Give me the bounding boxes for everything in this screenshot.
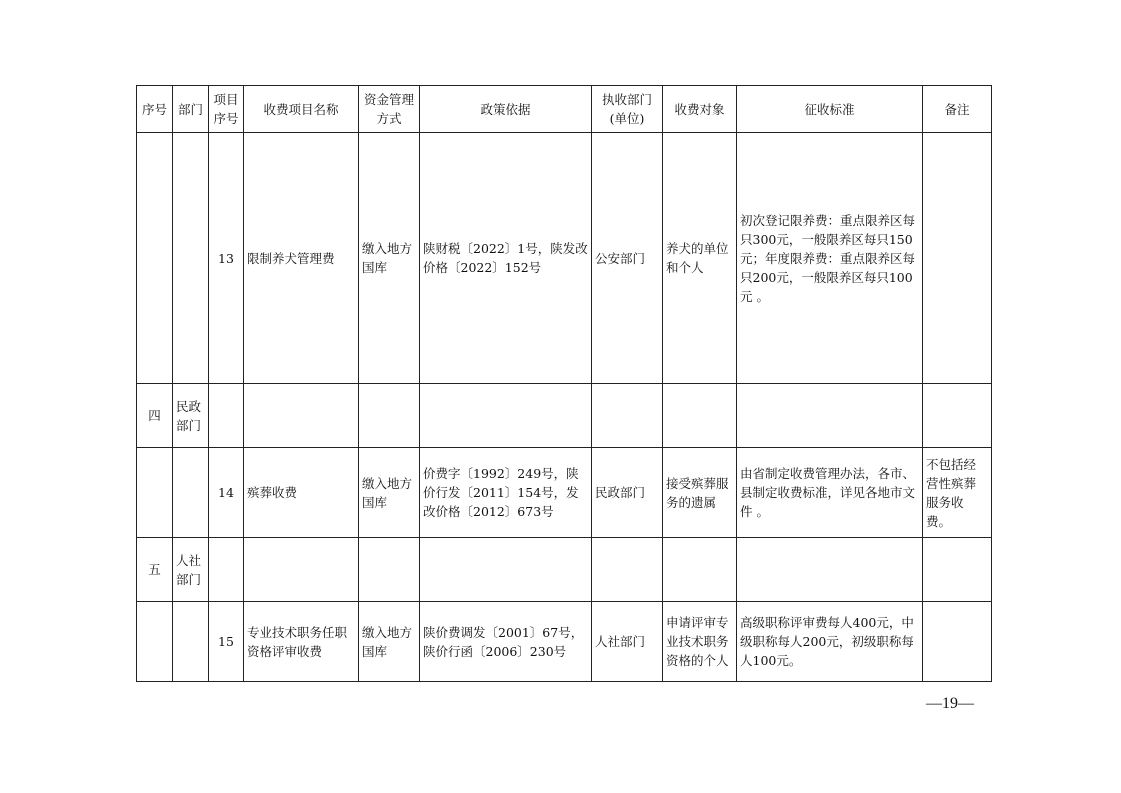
section-row-human-resources: [137, 538, 992, 602]
cell-target: 养犬的单位和个人: [663, 133, 737, 384]
cell-remark: [923, 602, 992, 682]
table-row: [137, 602, 992, 682]
table-header-row: [137, 86, 992, 133]
cell-collector: 民政部门: [592, 448, 663, 538]
fee-table: [136, 85, 992, 682]
cell-fund-mgmt: 缴入地方国库: [359, 448, 420, 538]
cell-standard: 由省制定收费管理办法，各市、县制定收费标准，详见各地市文件 。: [737, 448, 923, 538]
table-row: [137, 133, 992, 384]
cell-fund-mgmt: 缴入地方国库: [359, 602, 420, 682]
cell-dept: [173, 133, 209, 384]
header-standard: 征收标准: [737, 86, 923, 133]
cell-target: 申请评审专业技术职务资格的个人: [663, 602, 737, 682]
cell-policy: 价费字〔1992〕249号，陕价行发〔2011〕154号，发改价格〔2012〕673号: [420, 448, 592, 538]
cell-target: 接受殡葬服务的遗属: [663, 448, 737, 538]
cell-seq: 四: [137, 384, 173, 448]
cell-name: 专业技术职务任职资格评审收费: [244, 602, 359, 682]
cell-collector: 人社部门: [592, 602, 663, 682]
cell-remark: [923, 133, 992, 384]
cell-item-no: 13: [209, 133, 244, 384]
header-policy: 政策依据: [420, 86, 592, 133]
cell-item-no: 14: [209, 448, 244, 538]
cell-seq: 五: [137, 538, 173, 602]
header-item-no: 项目序号: [209, 86, 244, 133]
cell-remark: 不包括经营性殡葬服务收费。: [923, 448, 992, 538]
page-number: —19—: [926, 695, 974, 712]
header-remark: 备注: [923, 86, 992, 133]
header-seq: 序号: [137, 86, 173, 133]
cell-seq: [137, 133, 173, 384]
cell-standard: 高级职称评审费每人400元，中级职称每人200元，初级职称每人100元。: [737, 602, 923, 682]
cell-standard: 初次登记限养费：重点限养区每只300元，一般限养区每只150元；年度限养费：重点限养区每只200元，一般限养区每只100元 。: [737, 133, 923, 384]
header-collector: 执收部门(单位): [592, 86, 663, 133]
section-row-civil-affairs: [137, 384, 992, 448]
cell-name: 限制养犬管理费: [244, 133, 359, 384]
cell-dept: 人社部门: [173, 538, 209, 602]
table-row: [137, 448, 992, 538]
cell-collector: 公安部门: [592, 133, 663, 384]
header-fund-mgmt: 资金管理方式: [359, 86, 420, 133]
cell-fund-mgmt: 缴入地方国库: [359, 133, 420, 384]
header-target: 收费对象: [663, 86, 737, 133]
cell-policy: 陕价费调发〔2001〕67号，陕价行函〔2006〕230号: [420, 602, 592, 682]
cell-name: 殡葬收费: [244, 448, 359, 538]
cell-policy: 陕财税〔2022〕1号，陕发改价格〔2022〕152号: [420, 133, 592, 384]
cell-item-no: 15: [209, 602, 244, 682]
header-dept: 部门: [173, 86, 209, 133]
header-name: 收费项目名称: [244, 86, 359, 133]
cell-dept: 民政部门: [173, 384, 209, 448]
